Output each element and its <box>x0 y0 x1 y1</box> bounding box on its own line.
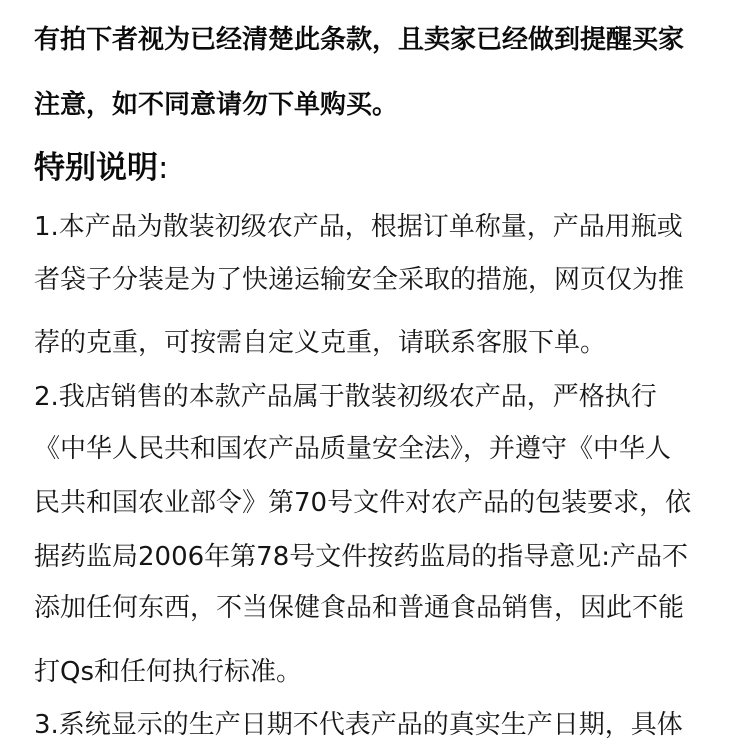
special-note-line: 3.系统显示的生产日期不代表产品的真实生产日期，具体 <box>34 710 683 740</box>
special-note-line: 民共和国农业部令》第70号文件对农产品的包装要求，依 <box>34 488 692 518</box>
special-notes-heading-text: 特别说明 <box>34 150 158 186</box>
special-note-line: 《中华人民共和国农产品质量安全法》，并遵守《中华人 <box>34 434 672 464</box>
special-note-line: 1.本产品为散装初级农产品，根据订单称量，产品用瓶或 <box>34 212 683 242</box>
special-note-line: 荐的克重，可按需自定义克重，请联系客服下单。 <box>34 328 607 358</box>
special-note-line: 添加任何东西，不当保健食品和普通食品销售，因此不能 <box>34 593 685 623</box>
special-note-line: 2.我店销售的本款产品属于散装初级农产品，严格执行 <box>34 382 657 412</box>
cropped-previous-line <box>34 0 194 6</box>
special-note-line: 打Qs和任何执行标准。 <box>34 657 303 687</box>
special-notes-heading <box>34 148 168 188</box>
special-note-line: 据药监局2006年第78号文件按药监局的指导意见:产品不 <box>34 542 689 572</box>
purchase-notice-line: 有拍下者视为已经清楚此条款，且卖家已经做到提醒买家 <box>34 25 685 55</box>
purchase-notice-line: 注意，如不同意请勿下单购买。 <box>34 90 399 120</box>
special-note-line: 者袋子分装是为了快递运输安全采取的措施，网页仅为推 <box>34 265 685 295</box>
special-notes-heading-colon: : <box>158 150 169 186</box>
